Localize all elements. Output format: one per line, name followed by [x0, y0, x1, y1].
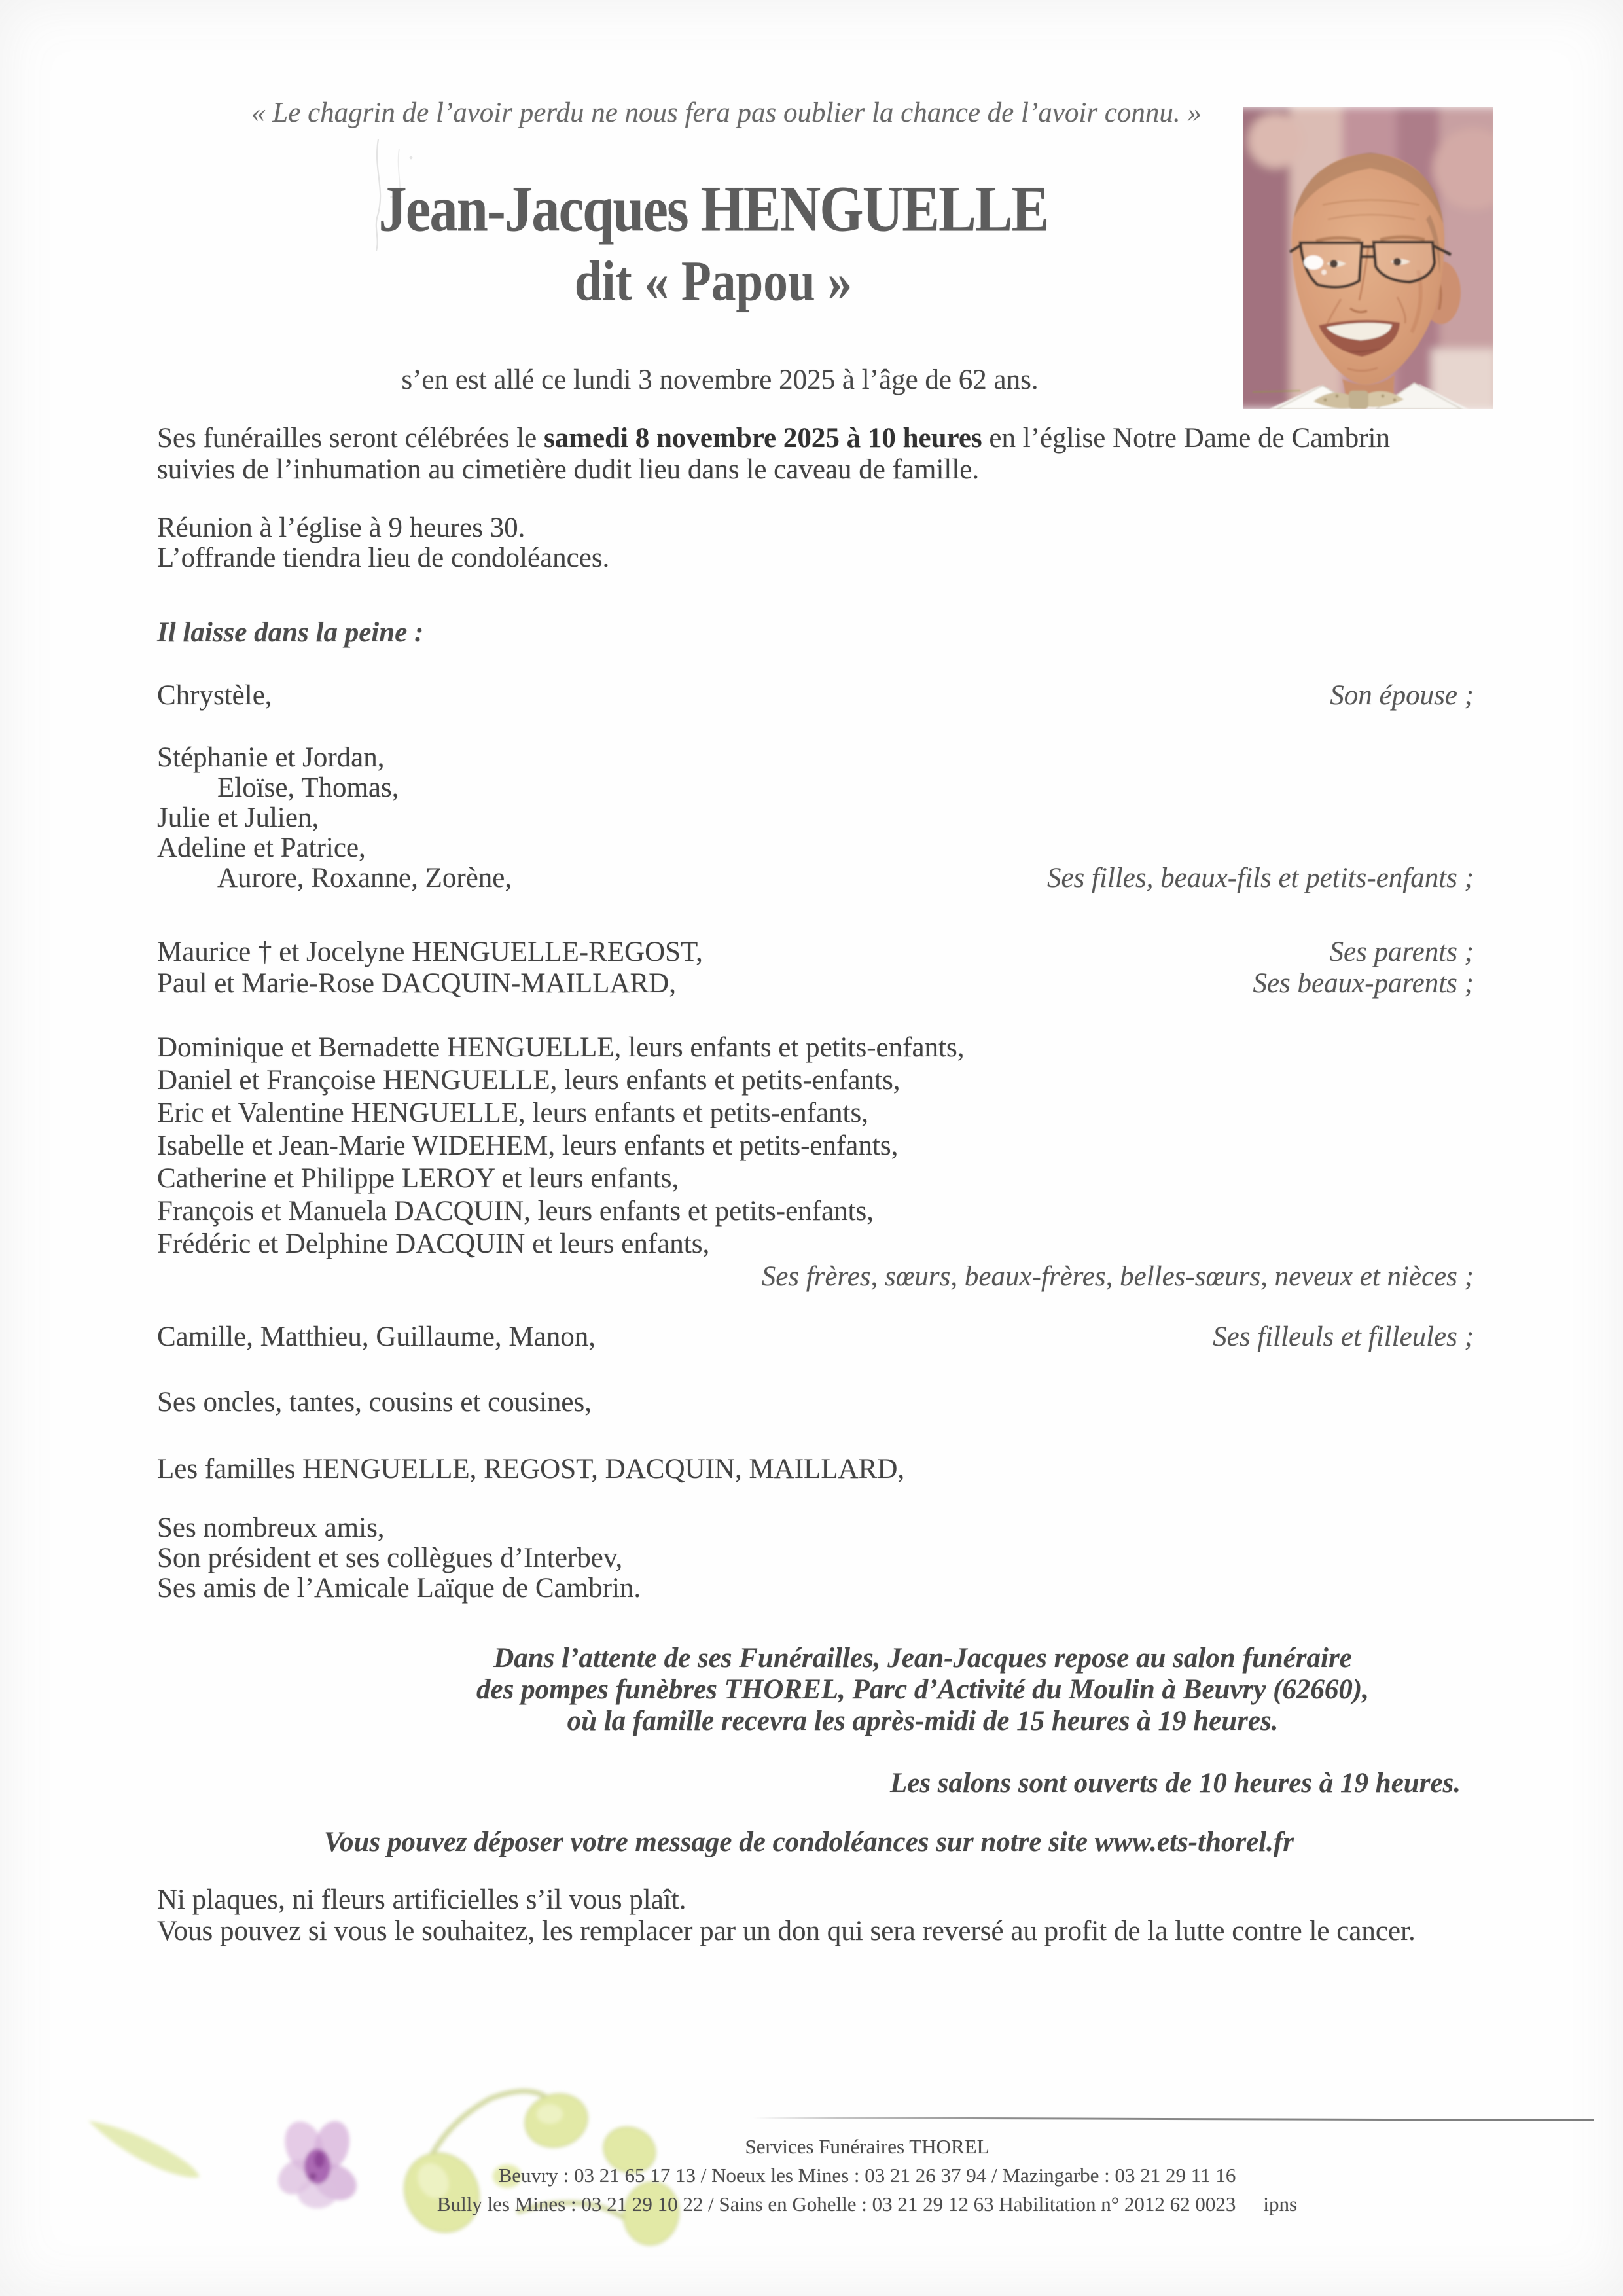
mourner-row-parents: Maurice † et Jocelyne HENGUELLE-REGOST, Ses parents ;	[157, 937, 1474, 967]
relationship-label: Ses filles, beaux-fils et petits-enfants ;	[1046, 863, 1474, 893]
mourner-row-siblings-label	[157, 1261, 1474, 1295]
mourner-row: Adeline et Patrice,	[157, 833, 366, 863]
funeral-line1-prefix: Ses funérailles seront célébrées le	[157, 423, 544, 454]
footer-company-name: Services Funéraires THOREL	[745, 2135, 990, 2158]
mourner-row-daughters: Aurore, Roxanne, Zorène, Ses filles, beaux-fils et petits-enfants ;	[217, 863, 1474, 893]
lens-glint	[1304, 255, 1323, 270]
mourner-row: Ses oncles, tantes, cousins et cousines,	[157, 1387, 592, 1418]
mourner-row: Daniel et Françoise HENGUELLE, leurs enfants et petits-enfants,	[157, 1065, 901, 1096]
mourner-row: Ses nombreux amis,	[157, 1513, 385, 1543]
footer-ipns: ipns	[1263, 2193, 1298, 2215]
footer-phone-line-1: Beuvry : 03 21 65 17 13 / Noeux les Mines : 03 21 26 37 94 / Mazingarbe : 03 21 29 11 16	[498, 2164, 1236, 2187]
relationship-label: Son épouse ;	[1330, 680, 1474, 711]
death-announcement-line: s’en est allé ce lundi 3 novembre 2025 à l’âge de 62 ans.	[401, 365, 1039, 395]
church-meeting-line: Réunion à l’église à 9 heures 30.	[157, 512, 526, 543]
relationship-label: Ses filleuls et filleules ;	[1213, 1321, 1474, 1352]
wake-line3: où la famille recevra les après-midi de 15 heures à 19 heures.	[567, 1706, 1279, 1736]
wake-line2: des pompes funèbres THOREL, Parc d’Activité du Moulin à Beuvry (62660),	[476, 1674, 1369, 1705]
memorial-quote: « Le chagrin de l’avoir perdu ne nous fera pas oublier la chance de l’avoir connu. »	[251, 98, 1202, 128]
mourner-row: Julie et Julien,	[157, 802, 319, 833]
funeral-details-paragraph	[157, 423, 1486, 486]
deceased-name: Jean-Jacques HENGUELLE	[378, 173, 1048, 245]
mourner-row: Isabelle et Jean-Marie WIDEHEM, leurs enfants et petits-enfants,	[157, 1130, 899, 1161]
relationship-label: Ses parents ;	[1329, 937, 1474, 967]
relationship-label: Ses frères, sœurs, beaux-frères, belles-sœurs, neveux et nièces ;	[761, 1261, 1474, 1292]
funeral-home-footer	[111, 2132, 1623, 2219]
mourners-heading: Il laisse dans la peine :	[157, 617, 424, 648]
salons-hours-line: Les salons sont ouverts de 10 heures à 19 heures.	[889, 1768, 1461, 1799]
mourner-row: François et Manuela DACQUIN, leurs enfants et petits-enfants,	[157, 1196, 874, 1227]
funeral-date-bold: samedi 8 novembre 2025 à 10 heures	[544, 423, 982, 454]
deceased-nickname: dit « Papou »	[574, 251, 853, 314]
donation-line: Vous pouvez si vous le souhaitez, les remplacer par un don qui sera reversé au profit de la lutte contre le cancer.	[157, 1916, 1416, 1946]
offering-line: L’offrande tiendra lieu de condoléances.	[157, 543, 610, 573]
mourner-row-families: Les familles HENGUELLE, REGOST, DACQUIN, MAILLARD,	[157, 1454, 905, 1484]
mourner-row: Ses amis de l’Amicale Laïque de Cambrin.	[157, 1573, 641, 1604]
mourner-row: Stéphanie et Jordan,	[157, 742, 385, 773]
mourner-row-inlaws: Paul et Marie-Rose DACQUIN-MAILLARD, Ses beaux-parents ;	[157, 968, 1474, 999]
no-plaques-line: Ni plaques, ni fleurs artificielles s’il vous plaît.	[157, 1884, 687, 1915]
wake-line1: Dans l’attente de ses Funérailles, Jean-Jacques repose au salon funéraire	[493, 1643, 1352, 1674]
funeral-line2: suivies de l’inhumation au cimetière dudit lieu dans le caveau de famille.	[157, 454, 980, 485]
mourner-row-godchildren: Camille, Matthieu, Guillaume, Manon, Ses filleuls et filleules ;	[157, 1321, 1474, 1352]
mourner-row: Catherine et Philippe LEROY et leurs enfants,	[157, 1163, 679, 1194]
footer-divider-line	[753, 2117, 1594, 2121]
mourner-row: Eloïse, Thomas,	[217, 772, 399, 803]
mourner-row: Frédéric et Delphine DACQUIN et leurs enfants,	[157, 1229, 710, 1259]
mourner-row: Son président et ses collègues d’Interbev,	[157, 1543, 623, 1573]
wake-information-block	[366, 1643, 1479, 1737]
mourner-row: Dominique et Bernadette HENGUELLE, leurs enfants et petits-enfants,	[157, 1032, 965, 1063]
relationship-label: Ses beaux-parents ;	[1253, 968, 1474, 999]
mourner-row-spouse: Chrystèle, Son épouse ;	[157, 680, 1474, 711]
footer-phone-line-2: Bully les Mines : 03 21 29 10 22 / Sains en Gohelle : 03 21 29 12 63 Habilitation n° 2012 62 0023 ipns	[437, 2193, 1298, 2215]
condolences-website-line: Vous pouvez déposer votre message de condoléances sur notre site www.ets-thorel.fr	[324, 1827, 1294, 1857]
funeral-line1-suffix: en l’église Notre Dame de Cambrin	[982, 423, 1390, 454]
mourner-row: Eric et Valentine HENGUELLE, leurs enfants et petits-enfants,	[157, 1098, 868, 1128]
